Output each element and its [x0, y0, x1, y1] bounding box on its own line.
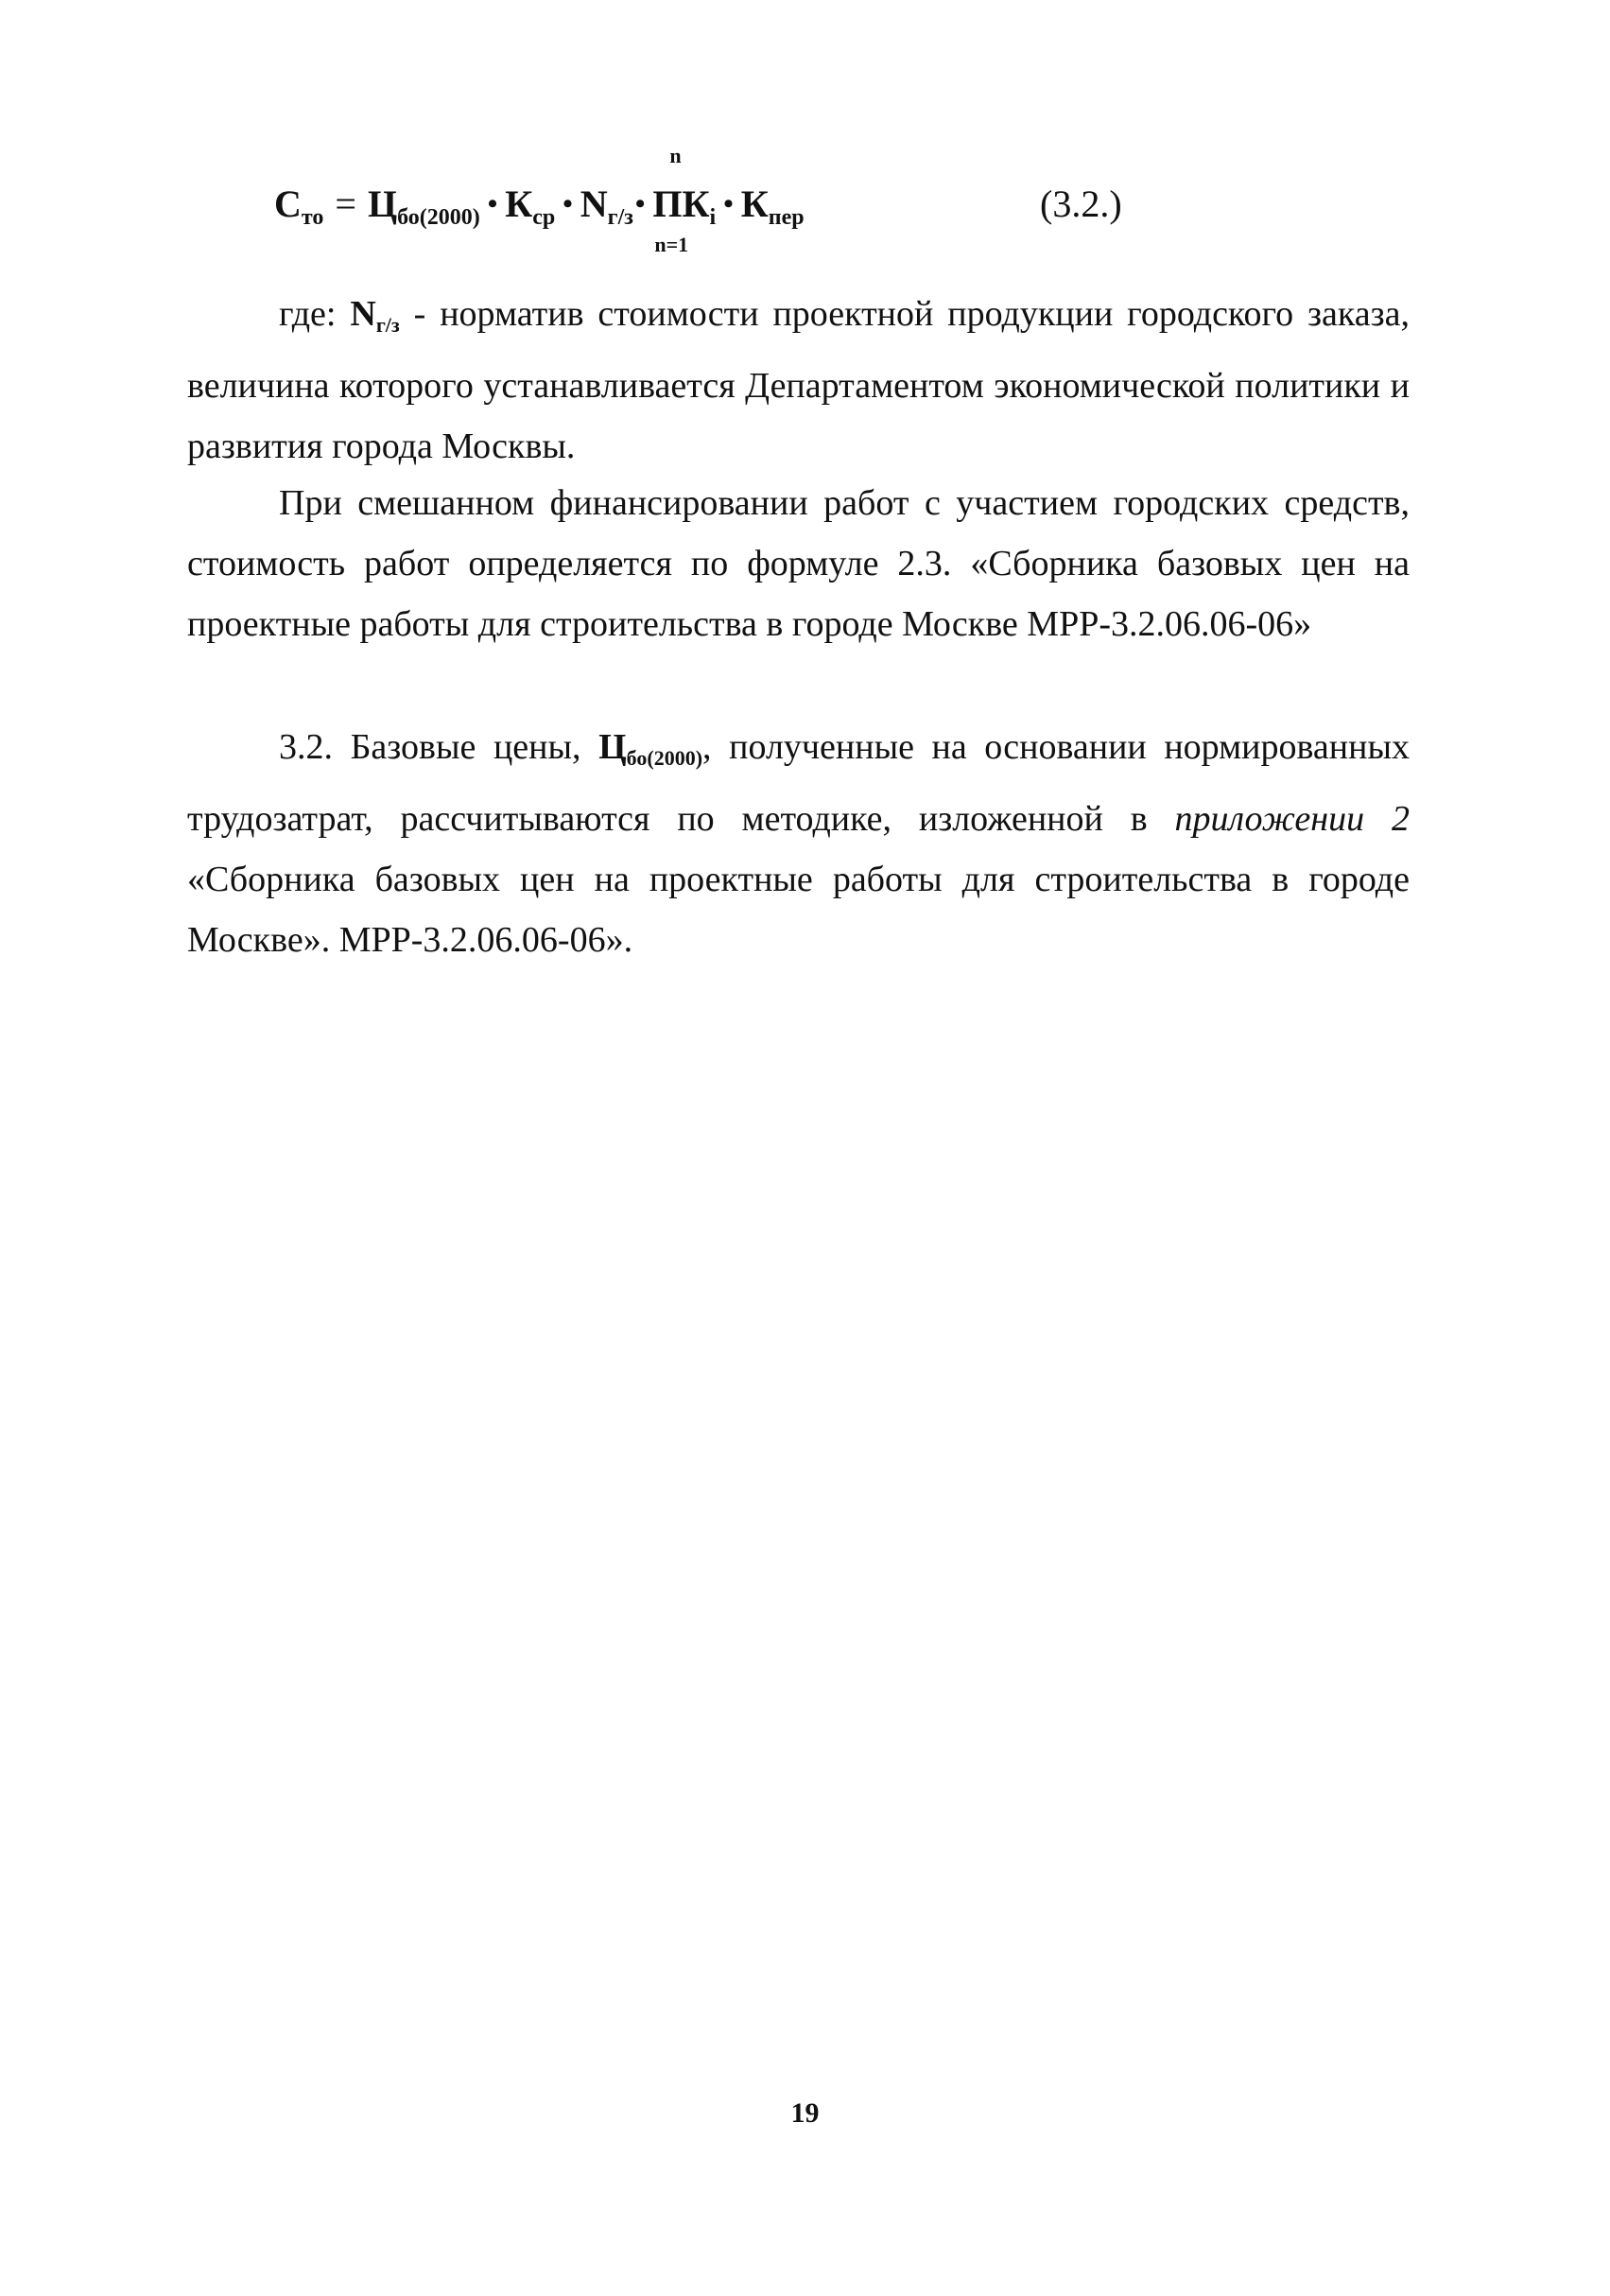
formula-equals: = [335, 183, 356, 225]
paragraph-lead: где: [279, 294, 351, 334]
formula-base-price: $Ц_{бо(2000)}$ [367, 183, 480, 230]
page-number: 19 [790, 2097, 820, 2129]
formula-dot: • [487, 188, 498, 219]
paragraph-definition [187, 284, 1410, 477]
base-price-symbol: Цбо(2000) [598, 727, 703, 770]
paragraph-lead: 3.2. Базовые цены, [279, 727, 599, 767]
paragraph-text: - норматив стоимости проектной продукции городского заказа, величина которого устанавливается Департаментом экономической политики и развития города Москвы. [187, 294, 1411, 466]
formula-k-sr: $К_{ср}$ [505, 183, 556, 230]
product-upper-limit: n [669, 144, 682, 167]
formula-dot: • [634, 188, 646, 219]
n-gz-symbol: Nг/з [350, 294, 400, 337]
paragraph-text: «Сборника базовых цен на проектные работы для строительства в городе Москве». МРР-3.2.06.06-06». [187, 860, 1410, 960]
paragraph-mixed-financing [187, 473, 1410, 654]
formula-k-per: $К_{пер}$ [740, 183, 805, 230]
paragraph-text: При смешанном финансировании работ с участием городских средств, стоимость работ определяется по формуле 2.3. «Сборника базовых цен на проектные работы для строительства в городе Москве МРР-3.2.06.06-06» [187, 483, 1410, 644]
formula-number: (3.2.) [1040, 183, 1122, 225]
product-lower-limit: n=1 [654, 233, 689, 256]
formula-expression [274, 144, 805, 256]
formula-cto: $С_{то}$ [274, 183, 324, 230]
paragraph-base-prices [187, 717, 1410, 970]
formula-3-2 [274, 142, 1409, 265]
appendix-reference: приложении 2 [1174, 799, 1411, 839]
formula-product: n $ПК_i$ n=1 [652, 144, 717, 256]
formula-dot: • [563, 188, 573, 219]
formula-dot: • [723, 188, 734, 219]
formula-n-gz: $N_{г/з}$ [580, 183, 633, 230]
paragraph-text: , полученные на основании нормированных трудозатрат, рассчитываются по методике, изложенной в [187, 727, 1410, 839]
